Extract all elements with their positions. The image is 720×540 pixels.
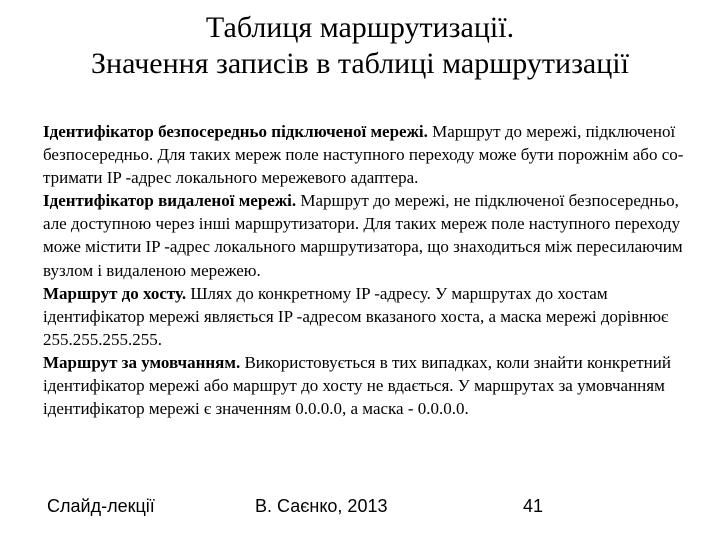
- definition-term: Ідентифікатор видаленої мережі.: [43, 191, 297, 211]
- footer-author: В. Саєнко, 2013: [255, 496, 388, 516]
- slide-title: [0, 10, 720, 82]
- definition-term: Маршрут за умовчанням.: [43, 352, 241, 372]
- definition-text: Використовується в тих випадках, коли знайти конкретний ідентифікатор мережі або маршрут до хосту не вдається. У маршрутах за умовчанням ідентифікатор мережі є значенням 0.0.0.0, а маска - 0.0.0.0.: [43, 352, 671, 419]
- slide-footer: [0, 496, 720, 524]
- slide-title-line-1: Таблиця маршрутизації.: [205, 11, 515, 44]
- definition-text: Маршрут до мережі, підключеної безпосередньо. Для таких мереж поле наступного переходу може бути порожнім або со- тримати IP -адрес локального мережевого адаптера.: [43, 122, 684, 188]
- footer-lecture-label: Слайд-лекції: [47, 496, 155, 516]
- definition-term: Маршрут до хосту.: [43, 283, 187, 303]
- definition-term: Ідентифікатор безпосередньо підключеної мережі.: [43, 122, 428, 141]
- definition-text: Шлях до конкретному IP -адресу. У маршрутах до хостам ідентифікатор мережі являється IP -адресом вказаного хоста, а маска мережі дорівнює 255.255.255.255.: [43, 283, 669, 349]
- definition-paragraph-host-route: [43, 282, 688, 351]
- definition-paragraph-remote-network: [43, 189, 688, 281]
- page-number: 41: [523, 496, 544, 516]
- definition-text: Маршрут до мережі, не підключеної безпосередньо, але доступною через інші маршрутизатори. Для таких мереж поле наступного переходу може містити IP -адрес локального маршрутизатора, що знаходиться між пересилаючим вузлом і видаленою мережею.: [43, 191, 683, 280]
- slide-body: [43, 120, 688, 420]
- slide-title-line-2: Значення записів в таблиці маршрутизації: [91, 47, 629, 80]
- definition-paragraph-direct-network: [43, 120, 688, 189]
- definition-paragraph-default-route: [43, 351, 688, 420]
